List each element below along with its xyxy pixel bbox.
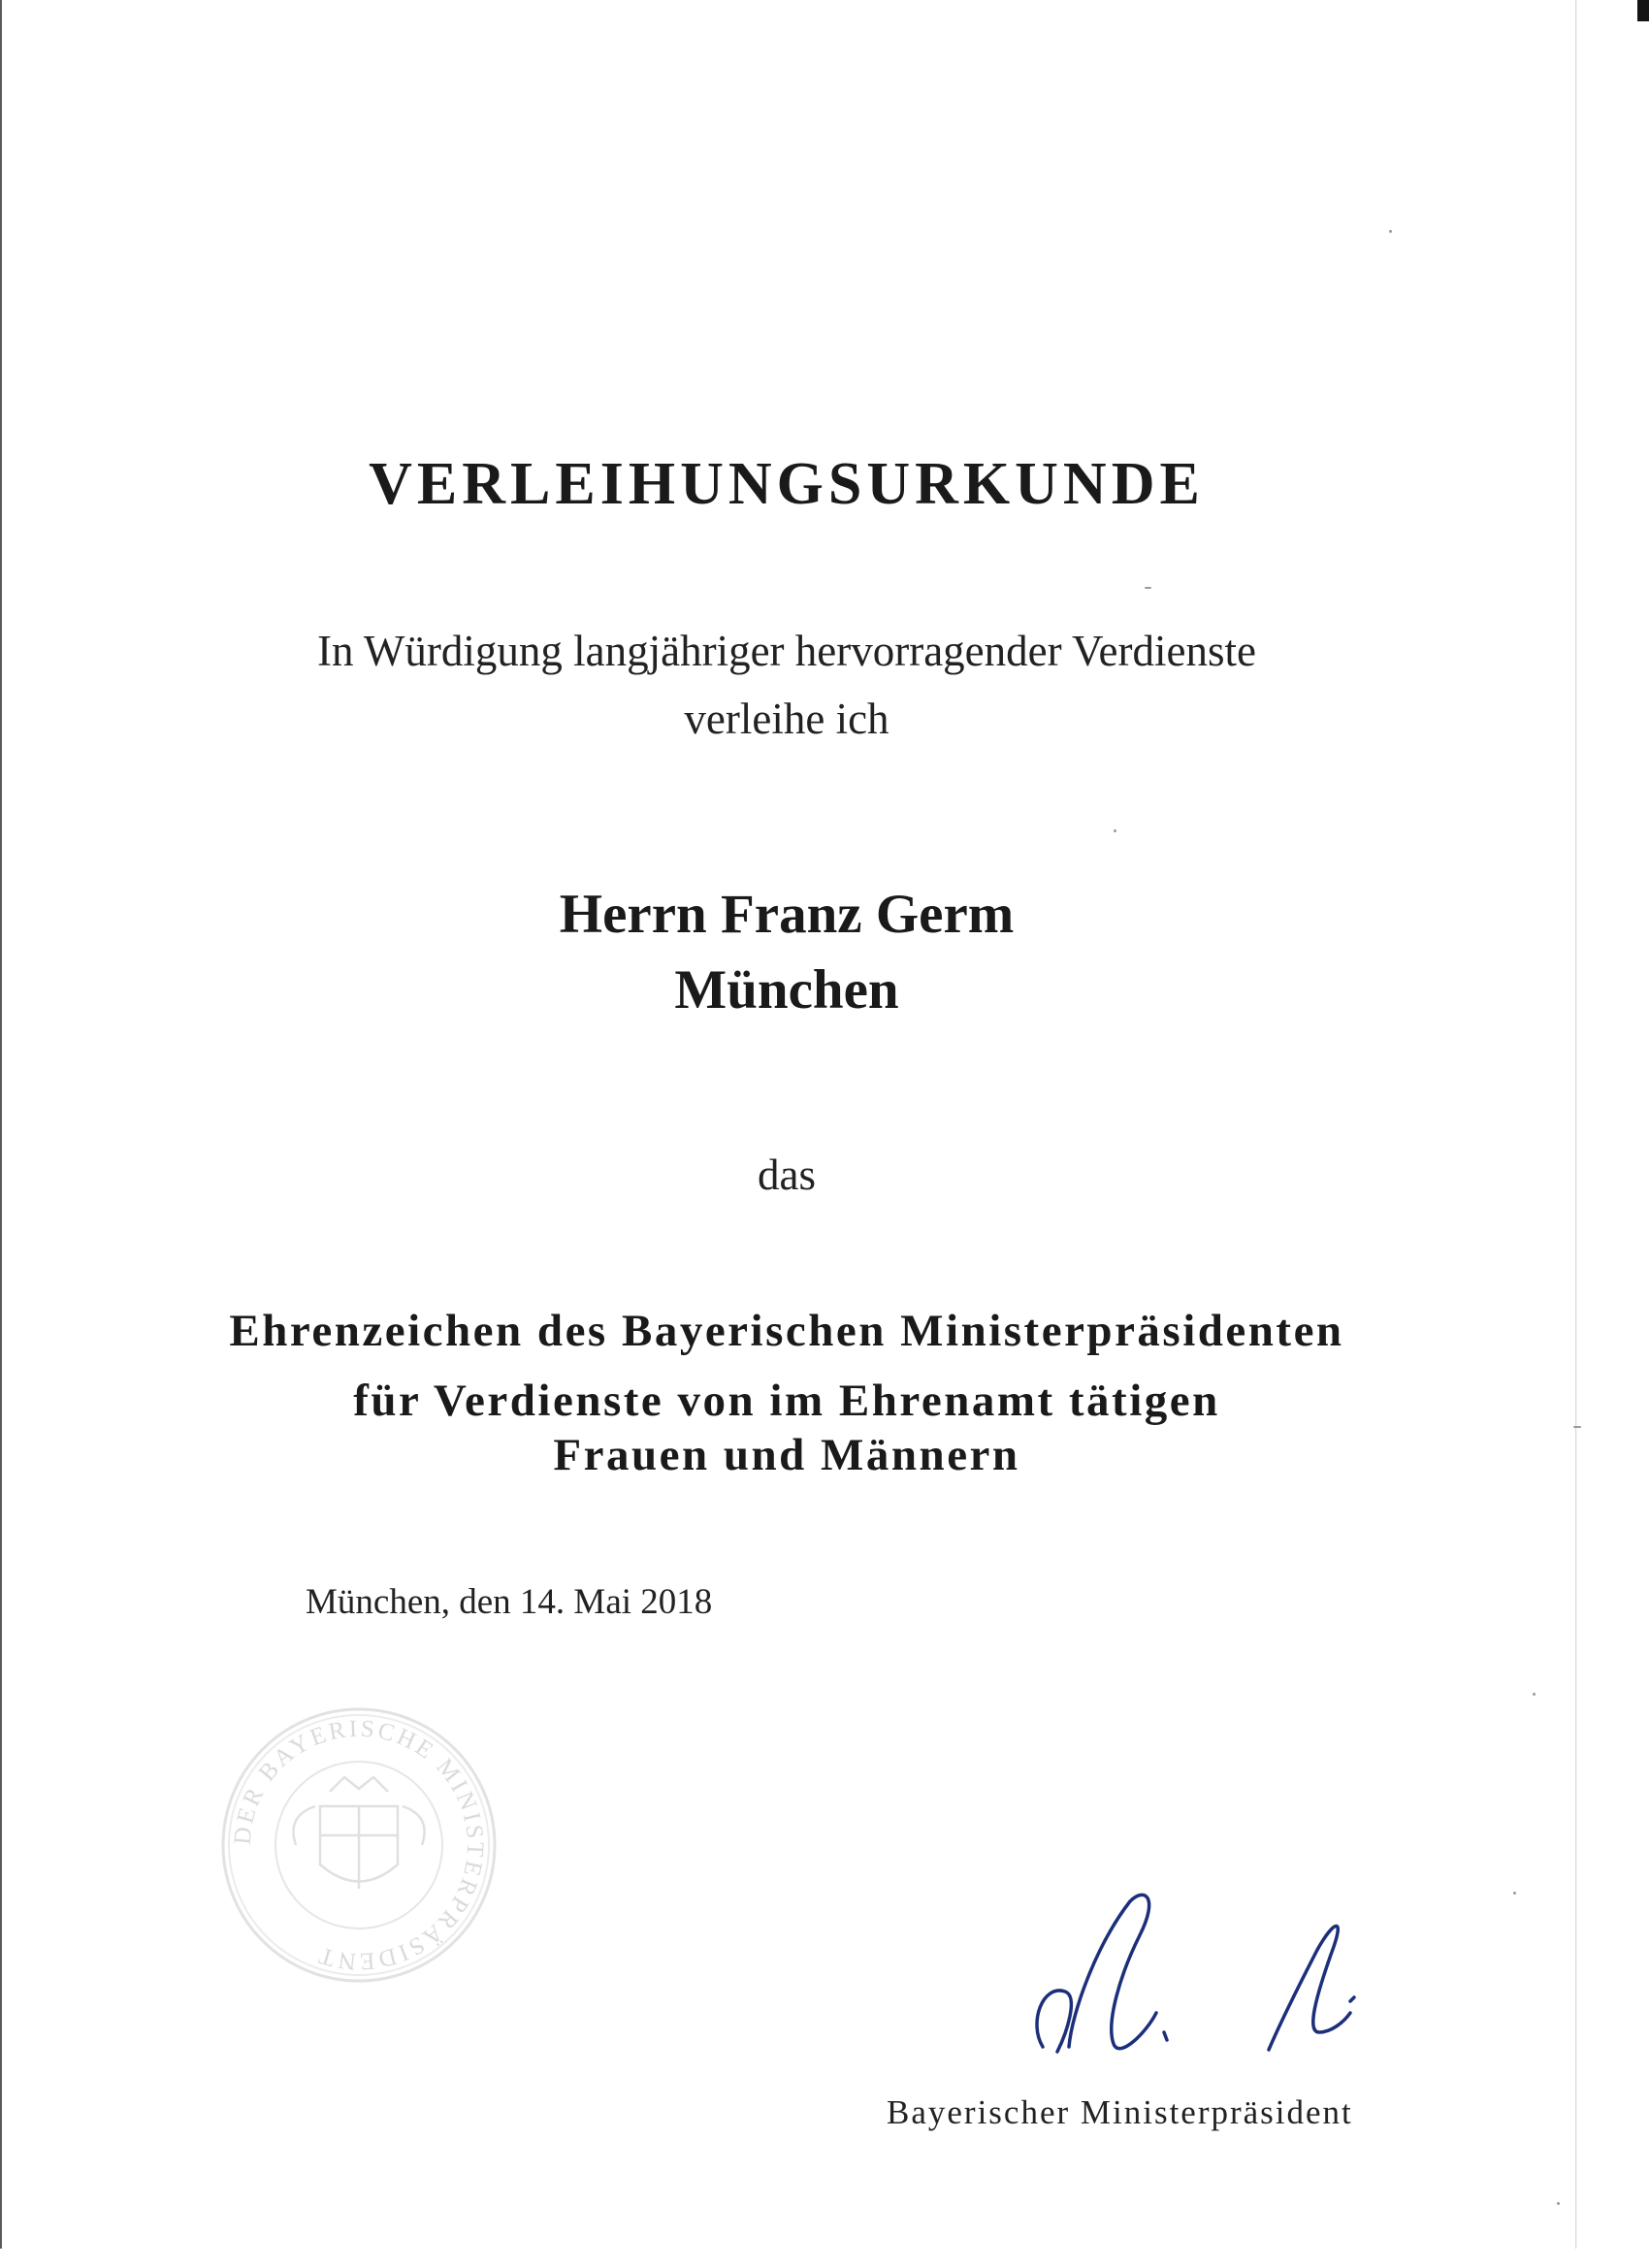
seal-text: DER BAYERISCHE MINISTERPRÄSIDENT — [229, 1715, 489, 1975]
scan-speck — [1573, 1426, 1581, 1428]
place-and-date: München, den 14. Mai 2018 — [306, 1582, 713, 1622]
award-line-3: Frauen und Männern — [553, 1430, 1020, 1480]
scan-speck — [1533, 1693, 1536, 1696]
scan-speck — [1513, 1892, 1516, 1895]
recipient-name: Herrn Franz Germ — [559, 884, 1015, 945]
scan-edge-bottom — [0, 2249, 1649, 2268]
scan-edge-right — [1577, 0, 1649, 2268]
scan-corner-mark — [1637, 0, 1649, 21]
scan-speck — [1389, 230, 1392, 233]
intro-line-1: In Würdigung langjähriger hervorragender Verdienste — [317, 627, 1256, 675]
handwritten-signature — [1018, 1877, 1387, 2090]
coat-of-arms-icon — [294, 1777, 425, 1889]
certificate-title: VERLEIHUNGSURKUNDE — [369, 451, 1205, 517]
award-line-2: für Verdienste von im Ehrenamt tätigen — [353, 1376, 1220, 1426]
embossed-seal — [213, 1700, 504, 1991]
intro-line-2: verleihe ich — [684, 695, 889, 743]
award-line-1: Ehrenzeichen des Bayerischen Ministerpräsidenten — [229, 1306, 1344, 1356]
scan-speck — [1145, 587, 1151, 589]
scan-speck — [1114, 829, 1116, 832]
connector-text: das — [758, 1150, 816, 1199]
signatory-title: Bayerischer Ministerpräsident — [887, 2093, 1353, 2131]
recipient-city: München — [674, 959, 899, 1021]
scan-speck — [1557, 2202, 1560, 2205]
